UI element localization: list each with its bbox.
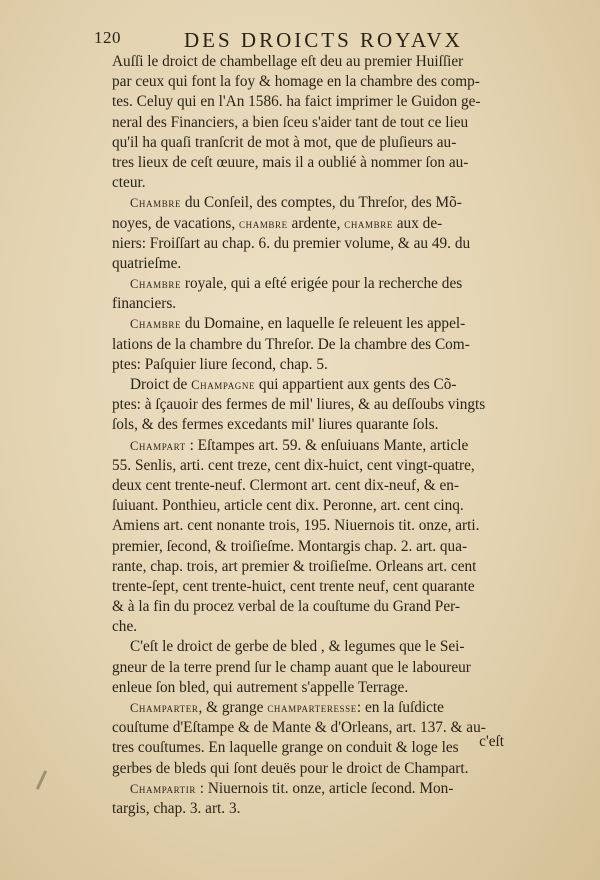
text-line: ptes: à ſçauoir des fermes de mil' liures, & au deſſoubs vingts xyxy=(112,396,486,414)
text-line: couſtume d'Eſtampe & de Mante & d'Orleans, art. 137. & au- xyxy=(112,719,486,737)
text-line: premier, ſecond, & troiſieſme. Montargis chap. 2. art. qua- xyxy=(112,537,468,555)
text-line: financiers. xyxy=(112,295,177,313)
text-line: trente-ſept, cent trente-huict, cent trente neuf, cent quarante xyxy=(112,577,475,595)
text-line: cteur. xyxy=(112,174,146,192)
text-line: niers: Froiſſart au chap. 6. du premier volume, & au 49. du xyxy=(112,234,471,252)
entry-term: Chambre xyxy=(130,317,182,332)
catchword: c'eſt xyxy=(479,733,504,750)
running-title: DES DROICTS ROYAVX xyxy=(184,28,463,52)
text-line: tes. Celuy qui en l'An 1586. ha faict imprimer le Guidon ge- xyxy=(112,93,481,111)
running-head xyxy=(94,28,524,52)
text-line: ſols, & des fermes excedants mil' liures quarante ſols. xyxy=(112,416,439,434)
body-text xyxy=(112,52,508,819)
margin-mark xyxy=(36,770,47,789)
text-line: noyes, de vacations, chambre ardente, chambre aux de- xyxy=(112,214,443,232)
text-line: par ceux qui font la foy & homage en la chambre des comp- xyxy=(112,73,480,91)
entry-term: chambre xyxy=(239,216,288,231)
entry-term: champarteresse xyxy=(267,701,357,715)
text-line: enleue ſon bled, qui autrement s'appelle Terrage. xyxy=(112,678,409,696)
entry-term: Champagne xyxy=(191,378,256,392)
text-line: gneur de la terre prend ſur le champ auant que le laboureur xyxy=(112,658,471,676)
entry-line: Champartir : Niuernois tit. onze, article ſecond. Mon- xyxy=(130,779,454,797)
entry-term: Chambre xyxy=(130,277,182,292)
text-line: C'eſt le droict de gerbe de bled , & legumes que le Sei- xyxy=(130,638,465,656)
entry-term: chambre xyxy=(344,216,393,231)
text-line: quatrieſme. xyxy=(112,254,182,272)
text-line: tres lieux de ceſt œuure, mais il a oublié à nommer ſon au- xyxy=(112,153,469,171)
text-line: Amiens art. cent nonante trois, 195. Niuernois tit. onze, arti. xyxy=(112,517,480,535)
entry-term: Chambre xyxy=(130,196,182,211)
text-line: lations de la chambre du Threſor. De la chambre des Com- xyxy=(112,335,470,353)
text-line: qu'il ha quaſi tranſcrit de mot à mot, que de pluſieurs au- xyxy=(112,133,457,151)
text-line: ſuiuant. Ponthieu, article cent dix. Peronne, art. cent cinq. xyxy=(112,497,464,515)
entry-term: Champartir xyxy=(130,781,196,796)
entry-term: Champart xyxy=(130,438,186,453)
text-line: & à la fin du procez verbal de la couſtume du Grand Per- xyxy=(112,598,460,616)
text-line: neral des Financiers, a bien ſceu s'aider tant de tout ce lieu xyxy=(112,113,469,131)
entry-line: Droict de Champagne qui appartient aux gents des Cõ- xyxy=(130,376,457,393)
text-line: ptes: Paſquier liure ſecond, chap. 5. xyxy=(112,355,328,373)
entry-line: Chambre du Conſeil, des comptes, du Threſor, des Mõ- xyxy=(130,194,462,212)
page-number: 120 xyxy=(94,28,121,47)
entry-line: Chambre du Domaine, en laquelle ſe releuent les appel- xyxy=(130,315,466,333)
entry-line: Champart : Eſtampes art. 59. & enſuiuans Mante, article xyxy=(130,436,469,454)
entry-line: Champarter, & grange champarteresse: en la ſuſdicte xyxy=(130,699,444,716)
text-line: 55. Senlis, arti. cent treze, cent dix-huict, cent vingt-quatre, xyxy=(112,456,475,474)
text-line: tres couſtumes. En laquelle grange on conduit & loge les xyxy=(112,739,459,757)
text-line: rante, chap. trois, art premier & troiſieſme. Orleans art. cent xyxy=(112,557,477,575)
text-line: gerbes de bleds qui ſont deuës pour le droict de Champart. xyxy=(112,759,469,777)
text-line: Auſſi le droict de chambellage eſt deu au premier Huiſſier xyxy=(112,53,464,70)
entry-line: Chambre royale, qui a eſté erigée pour la recherche des xyxy=(130,275,463,293)
text-line: che. xyxy=(112,618,138,636)
text-line: targis, chap. 3. art. 3. xyxy=(112,799,241,817)
entry-term: Champarter xyxy=(130,701,199,715)
text-line: deux cent trente-neuf. Clermont art. cent dix-neuf, & en- xyxy=(112,476,460,494)
